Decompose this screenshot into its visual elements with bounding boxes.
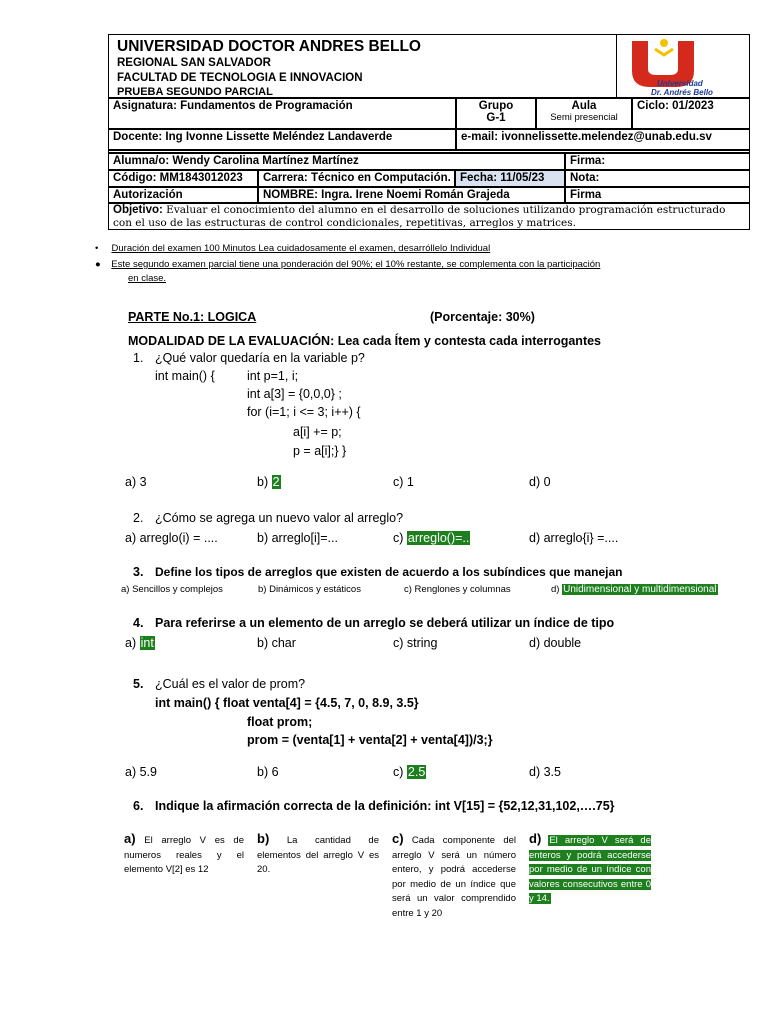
q5-option-d[interactable]: d) 3.5 [529, 765, 561, 779]
q1-code-line: int p=1, i; [247, 369, 299, 383]
q5-option-b[interactable]: b) 6 [257, 765, 279, 779]
q1-option-c[interactable]: c) 1 [393, 475, 414, 489]
q4-option-c[interactable]: c) string [393, 636, 438, 650]
exam-title: PRUEBA SEGUNDO PARCIAL [117, 86, 273, 98]
q3-number: 3. [133, 565, 144, 579]
objetivo-text: Evaluar el conocimiento del alumno en el desarrollo de soluciones utilizando programación estructurado con el uso de las estructuras de control condicionales, repetitivas, arreglos y matrices. [113, 204, 726, 229]
q6-text: Indique la afirmación correcta de la definición: int V[15] = {52,12,31,102,….75} [155, 799, 615, 813]
grupo-cell [456, 98, 536, 129]
q6-option-c[interactable]: c) Cada componente del arreglo V será un número entero, y podrá accederse por medio de un índice que será un valor comprendido entre 1 y 20 [392, 831, 516, 919]
header-title-block [108, 34, 617, 98]
q2-option-c[interactable]: c) arreglo()=.. [393, 531, 470, 545]
ciclo-cell: Ciclo: 01/2023 [632, 98, 750, 129]
q3-text: Define los tipos de arreglos que existen de acuerdo a los subíndices que manejan [155, 565, 623, 579]
q5-number: 5. [133, 677, 144, 691]
q1-code-line: int a[3] = {0,0,0} ; [247, 387, 342, 401]
q2-answer-highlight: arreglo()=.. [407, 531, 470, 545]
autorizacion-cell: Autorización [108, 187, 258, 203]
university-logo [617, 34, 750, 98]
regional: REGIONAL SAN SALVADOR [117, 57, 271, 69]
docente-cell: Docente: Ing Ivonne Lissette Meléndez Landaverde [108, 129, 456, 150]
q3-option-b[interactable]: b) Dinámicos y estáticos [258, 584, 361, 595]
grupo-value: G-1 [486, 112, 506, 124]
bullet-2-cont: en clase. [128, 273, 167, 284]
q4-number: 4. [133, 616, 144, 630]
q3-option-d[interactable]: d) Unidimensional y multidimensional [551, 584, 717, 595]
q3-option-a[interactable]: a) Sencillos y complejos [121, 584, 223, 595]
q6-option-b[interactable]: b) La cantidad de elementos del arreglo V es 20. [257, 831, 379, 875]
objetivo-label: Objetivo: [113, 204, 163, 216]
email-cell: e-mail: ivonnelissette.melendez@unab.edu.sv [456, 129, 750, 150]
bullet-1: • Duración del examen 100 Minutos Lea cuidadosamente el examen, desarróllelo Individual [95, 243, 491, 254]
q1-option-b[interactable]: b) 2 [257, 475, 280, 489]
q6-number: 6. [133, 799, 144, 813]
q1-code-line: p = a[i];} } [293, 444, 347, 458]
asignatura-cell: Asignatura: Fundamentos de Programación [108, 98, 456, 129]
faculty: FACULTAD DE TECNOLOGIA E INNOVACION [117, 72, 363, 84]
q4-option-b[interactable]: b) char [257, 636, 296, 650]
q4-text: Para referirse a un elemento de un arreglo se deberá utilizar un índice de tipo [155, 616, 615, 630]
codigo-cell: Código: MM1843012023 [108, 170, 258, 187]
header-table [108, 34, 750, 230]
q5-answer-highlight: 2.5 [407, 765, 426, 779]
nota-cell: Nota: [565, 170, 750, 187]
bullet-2: ● Este segundo examen parcial tiene una ponderación del 90%; el 10% restante, se complementa con la participación [95, 259, 601, 270]
part-title: PARTE No.1: LOGICA [128, 310, 257, 324]
q3-answer-highlight: Unidimensional y multidimensional [563, 584, 717, 595]
q2-number: 2. [133, 511, 144, 525]
logo-text-2: Dr. Andrés Bello [651, 88, 713, 97]
objetivo-cell [108, 203, 750, 230]
q6-option-a[interactable]: a) El arreglo V es de numeros reales y el elemento V[2] es 12 [124, 831, 244, 875]
carrera-cell: Carrera: Técnico en Computación. [258, 170, 455, 187]
firma-alumno-cell: Firma: [565, 153, 750, 170]
q5-code-line: int main() { float venta[4] = {4.5, 7, 0, 8.9, 3.5} [155, 696, 419, 710]
q5-text: ¿Cuál es el valor de prom? [155, 677, 306, 691]
logo-text-1: Universidad [657, 79, 703, 88]
grupo-label: Grupo [478, 100, 514, 112]
q1-code-line: int main() { [155, 369, 215, 383]
q4-answer-highlight: int [140, 636, 154, 650]
q1-option-d[interactable]: d) 0 [529, 475, 551, 489]
q1-option-a[interactable]: a) 3 [125, 475, 147, 489]
q1-answer-highlight: 2 [272, 475, 280, 489]
part-percent: (Porcentaje: 30%) [430, 310, 535, 324]
q2-option-d[interactable]: d) arreglo{i} =.... [529, 531, 619, 545]
fecha-cell: Fecha: 11/05/23 [455, 170, 565, 187]
aula-value: Semi presencial [550, 112, 618, 123]
q4-option-a[interactable]: a) int [125, 636, 154, 650]
q1-code-line: for (i=1; i <= 3; i++) { [247, 405, 361, 419]
q1-text: ¿Qué valor quedaría en la variable p? [155, 351, 365, 365]
q4-option-d[interactable]: d) double [529, 636, 582, 650]
q5-option-a[interactable]: a) 5.9 [125, 765, 157, 779]
modality-text: MODALIDAD DE LA EVALUACIÓN: Lea cada Ítem y contesta cada interrogantes [128, 334, 602, 348]
q1-code-line: a[i] += p; [293, 425, 342, 439]
aula-cell [536, 98, 632, 129]
aula-label: Aula [571, 100, 597, 112]
q6-option-d[interactable]: d) El arreglo V será de enteros y podrá accederse por medio de un índice con valores consecutivos entre 0 y 14. [529, 831, 651, 904]
alumno-cell: Alumna/o: Wendy Carolina Martínez Martínez [108, 153, 565, 170]
q2-option-b[interactable]: b) arreglo[i]=... [257, 531, 338, 545]
q2-text: ¿Cómo se agrega un nuevo valor al arreglo? [155, 511, 404, 525]
university-name: UNIVERSIDAD DOCTOR ANDRES BELLO [117, 38, 421, 55]
q6-answer-highlight: El arreglo V será de enteros y podrá accederse por medio de un índice con valores consecutivos entre 0 y 14. [529, 835, 651, 904]
q5-code-line: float prom; [247, 715, 313, 729]
firma-autorizacion-cell: Firma [565, 187, 750, 203]
q5-option-c[interactable]: c) 2.5 [393, 765, 426, 779]
q1-number: 1. [133, 351, 144, 365]
q5-code-line: prom = (venta[1] + venta[2] + venta[4])/3;} [247, 733, 493, 747]
nombre-cell: NOMBRE: Ingra. Irene Noemi Román Grajeda [258, 187, 565, 203]
q3-option-c[interactable]: c) Renglones y columnas [404, 584, 511, 595]
q2-option-a[interactable]: a) arreglo(i) = .... [125, 531, 218, 545]
